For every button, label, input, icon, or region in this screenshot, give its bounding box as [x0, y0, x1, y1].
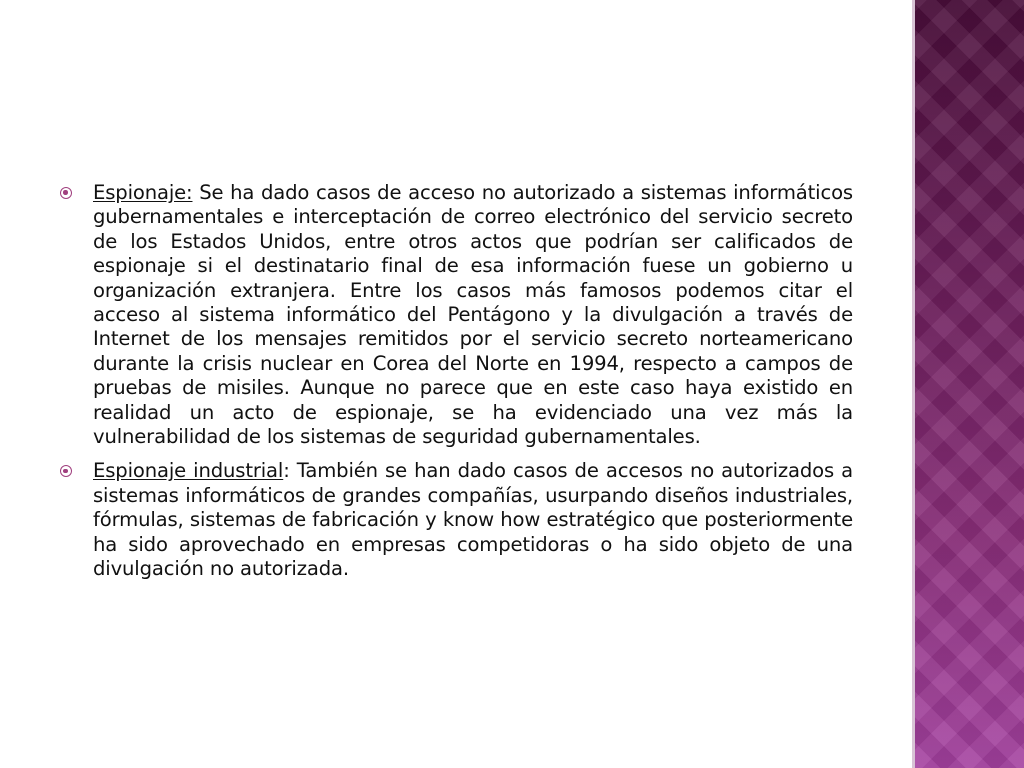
bullet-body: Se ha dado casos de acceso no autorizado a sistemas informáticos gubernamentales e interceptación de correo electrónico del servicio secreto de los Estados Unidos, entre otros actos que podrían ser calificados de espionaje si el destinatario final de esa información fuese un gobierno u organización extranjera. Entre los casos más famosos podemos citar el acceso al sistema informático del Pentágono y la divulgación a través de Internet de los mensajes remitidos por el servicio secreto norteamericano durante la crisis nuclear en Corea del Norte en 1994, respecto a campos de pruebas de misiles. Aunque no parece que en este caso haya existido en realidad un acto de espionaje, se ha evidenciado una vez más la vulnerabilidad de los sistemas de seguridad gubernamentales. [93, 181, 853, 449]
bullet-list [60, 181, 853, 592]
bullet-paragraph [93, 181, 853, 449]
bullet-paragraph [93, 459, 853, 581]
bullet-term: Espionaje: [93, 181, 193, 204]
bullet-item-espionaje [60, 181, 853, 449]
decorative-side-band [912, 0, 1024, 768]
circle-bullet-icon [60, 465, 72, 477]
bullet-item-espionaje-industrial [60, 459, 853, 581]
bullet-term: Espionaje industrial [93, 459, 284, 483]
circle-bullet-icon [60, 187, 72, 199]
bullet-body: : También se han dado casos de accesos no autorizados a sistemas informáticos de grandes compañías, usurpando diseños industriales, fórmulas, sistemas de fabricación y know how estratégico que posteriormente ha sido aprovechado en empresas competidoras o ha sido objeto de una divulgación no autorizada. [93, 459, 854, 581]
side-band-pattern [915, 0, 1024, 768]
